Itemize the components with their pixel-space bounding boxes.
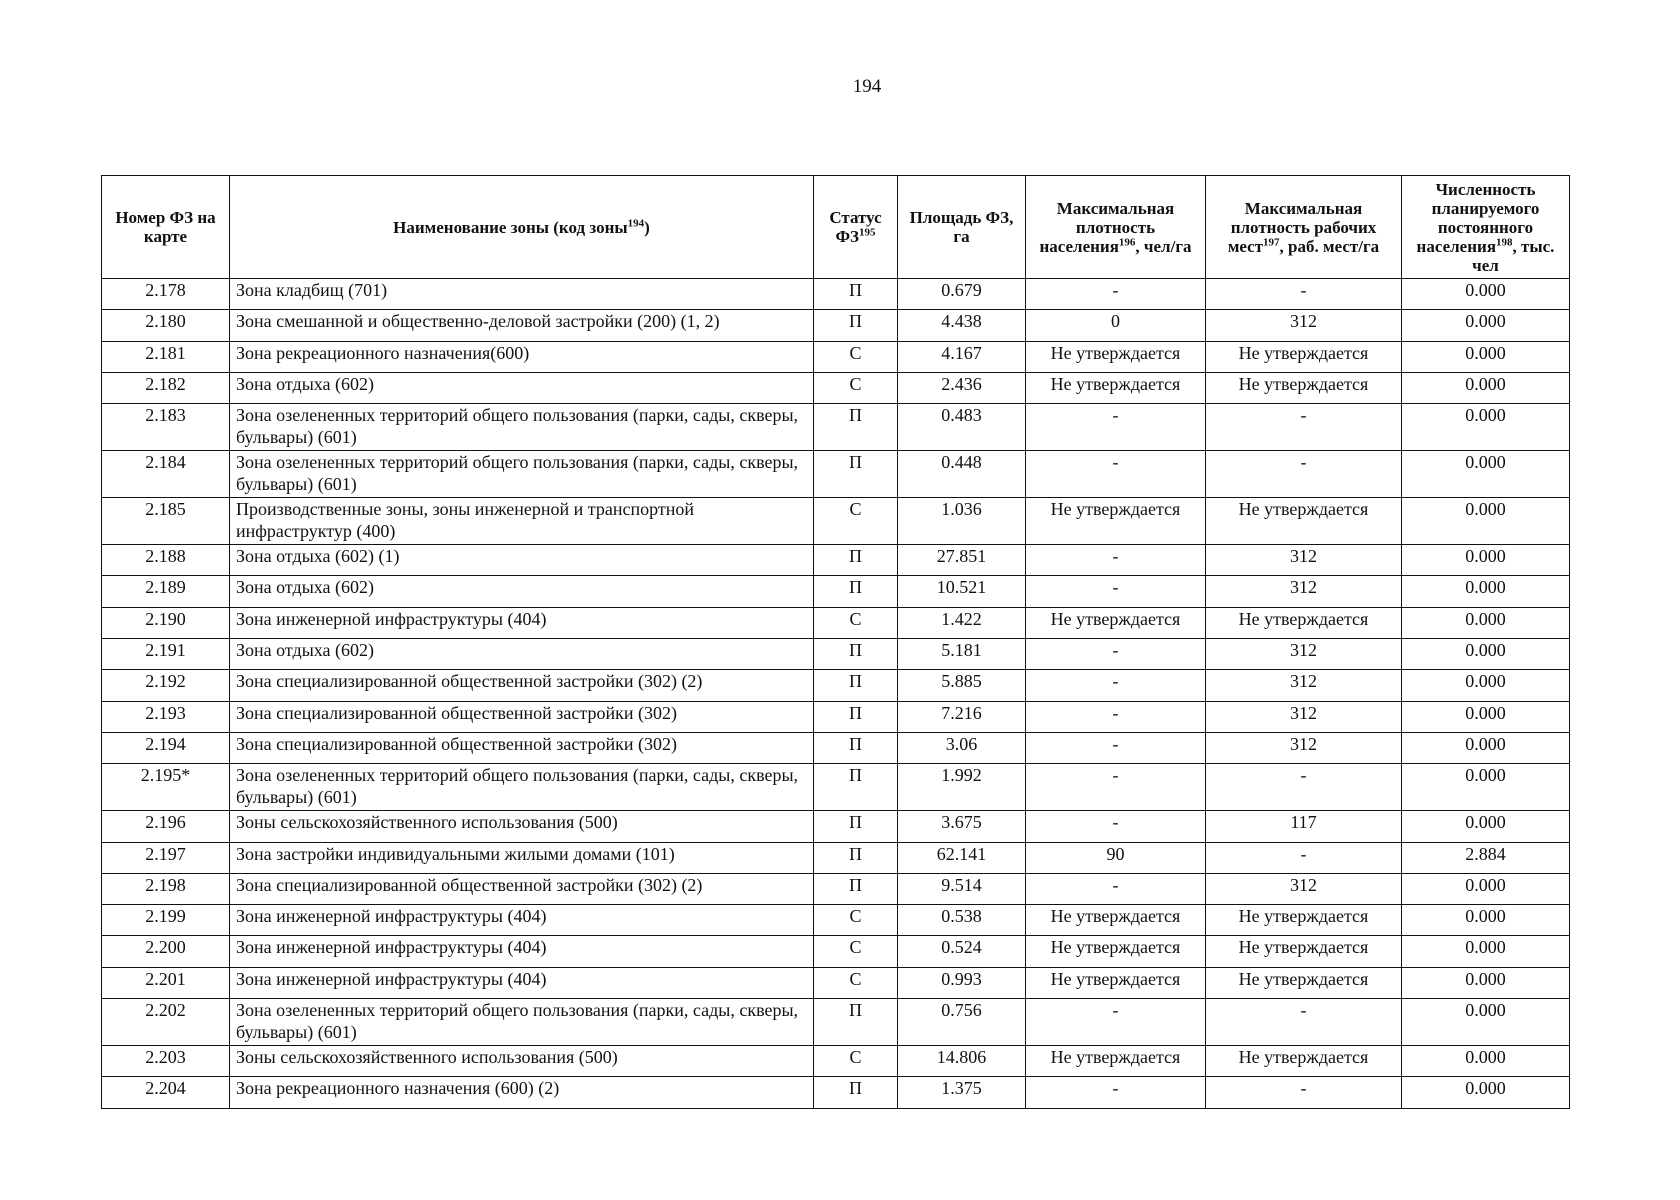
table-row xyxy=(102,701,1570,732)
table-row xyxy=(102,905,1570,936)
cell-population-density: Не утверждается xyxy=(1026,607,1206,638)
table-row xyxy=(102,498,1570,545)
cell-status: П xyxy=(814,842,898,873)
cell-area: 4.438 xyxy=(898,310,1026,341)
cell-planned-population: 0.000 xyxy=(1402,873,1570,904)
cell-area: 1.036 xyxy=(898,498,1026,545)
cell-status: П xyxy=(814,545,898,576)
header-population-density: Максимальная плотность населения$^{196}$, чел/га xyxy=(1026,176,1206,279)
cell-population-density: - xyxy=(1026,404,1206,451)
table-row xyxy=(102,576,1570,607)
cell-zone-number: 2.200 xyxy=(102,936,230,967)
table-row xyxy=(102,639,1570,670)
cell-population-density: Не утверждается xyxy=(1026,498,1206,545)
cell-planned-population: 0.000 xyxy=(1402,967,1570,998)
cell-area: 4.167 xyxy=(898,341,1026,372)
cell-workplace-density: - xyxy=(1206,404,1402,451)
cell-area: 1.375 xyxy=(898,1077,1026,1108)
table-row xyxy=(102,279,1570,310)
cell-status: П xyxy=(814,639,898,670)
cell-zone-name: Зона рекреационного назначения (600) (2) xyxy=(230,1077,814,1108)
table-row xyxy=(102,1046,1570,1077)
cell-zone-number: 2.198 xyxy=(102,873,230,904)
cell-area: 7.216 xyxy=(898,701,1026,732)
cell-planned-population: 0.000 xyxy=(1402,310,1570,341)
cell-zone-number: 2.202 xyxy=(102,999,230,1046)
table-row xyxy=(102,670,1570,701)
cell-zone-number: 2.190 xyxy=(102,607,230,638)
cell-planned-population: 0.000 xyxy=(1402,1077,1570,1108)
cell-area: 1.992 xyxy=(898,764,1026,811)
table-row xyxy=(102,732,1570,763)
cell-zone-number: 2.185 xyxy=(102,498,230,545)
cell-population-density: Не утверждается xyxy=(1026,1046,1206,1077)
cell-workplace-density: Не утверждается xyxy=(1206,341,1402,372)
cell-zone-name: Зона инженерной инфраструктуры (404) xyxy=(230,607,814,638)
cell-area: 1.422 xyxy=(898,607,1026,638)
cell-population-density: - xyxy=(1026,764,1206,811)
cell-area: 0.993 xyxy=(898,967,1026,998)
header-area: Площадь ФЗ, га xyxy=(898,176,1026,279)
cell-zone-name: Зона отдыха (602) (1) xyxy=(230,545,814,576)
cell-planned-population: 0.000 xyxy=(1402,670,1570,701)
cell-workplace-density: 312 xyxy=(1206,639,1402,670)
cell-population-density: Не утверждается xyxy=(1026,372,1206,403)
cell-zone-number: 2.199 xyxy=(102,905,230,936)
cell-workplace-density: 312 xyxy=(1206,873,1402,904)
cell-zone-name: Зона отдыха (602) xyxy=(230,372,814,403)
table-row xyxy=(102,404,1570,451)
cell-zone-number: 2.180 xyxy=(102,310,230,341)
table-header xyxy=(102,176,1570,279)
cell-planned-population: 0.000 xyxy=(1402,1046,1570,1077)
cell-area: 3.06 xyxy=(898,732,1026,763)
cell-status: С xyxy=(814,372,898,403)
cell-zone-number: 2.193 xyxy=(102,701,230,732)
cell-status: П xyxy=(814,1077,898,1108)
cell-workplace-density: 312 xyxy=(1206,701,1402,732)
cell-zone-name: Зона смешанной и общественно-деловой застройки (200) (1, 2) xyxy=(230,310,814,341)
cell-population-density: 0 xyxy=(1026,310,1206,341)
cell-population-density: Не утверждается xyxy=(1026,936,1206,967)
cell-zone-name: Зоны сельскохозяйственного использования (500) xyxy=(230,1046,814,1077)
cell-population-density: - xyxy=(1026,670,1206,701)
zones-table xyxy=(101,175,1570,1109)
cell-workplace-density: Не утверждается xyxy=(1206,905,1402,936)
cell-zone-number: 2.196 xyxy=(102,811,230,842)
cell-status: С xyxy=(814,1046,898,1077)
table-row xyxy=(102,764,1570,811)
cell-status: С xyxy=(814,498,898,545)
cell-planned-population: 0.000 xyxy=(1402,732,1570,763)
cell-zone-number: 2.184 xyxy=(102,451,230,498)
cell-workplace-density: 117 xyxy=(1206,811,1402,842)
cell-population-density: 90 xyxy=(1026,842,1206,873)
cell-status: С xyxy=(814,341,898,372)
cell-workplace-density: Не утверждается xyxy=(1206,936,1402,967)
cell-zone-name: Зона инженерной инфраструктуры (404) xyxy=(230,936,814,967)
cell-zone-name: Зона рекреационного назначения(600) xyxy=(230,341,814,372)
cell-population-density: Не утверждается xyxy=(1026,905,1206,936)
cell-area: 62.141 xyxy=(898,842,1026,873)
cell-planned-population: 0.000 xyxy=(1402,639,1570,670)
cell-zone-name: Зона озелененных территорий общего пользования (парки, сады, скверы, бульвары) (601) xyxy=(230,451,814,498)
cell-area: 3.675 xyxy=(898,811,1026,842)
cell-planned-population: 0.000 xyxy=(1402,372,1570,403)
cell-zone-name: Зона специализированной общественной застройки (302) xyxy=(230,701,814,732)
table-row xyxy=(102,811,1570,842)
cell-population-density: Не утверждается xyxy=(1026,967,1206,998)
table-row xyxy=(102,607,1570,638)
cell-zone-name: Зона озелененных территорий общего пользования (парки, сады, скверы, бульвары) (601) xyxy=(230,764,814,811)
cell-zone-number: 2.201 xyxy=(102,967,230,998)
cell-area: 2.436 xyxy=(898,372,1026,403)
cell-population-density: - xyxy=(1026,999,1206,1046)
cell-area: 0.524 xyxy=(898,936,1026,967)
cell-zone-number: 2.188 xyxy=(102,545,230,576)
cell-zone-name: Зона специализированной общественной застройки (302) xyxy=(230,732,814,763)
cell-status: П xyxy=(814,811,898,842)
cell-zone-number: 2.191 xyxy=(102,639,230,670)
cell-status: С xyxy=(814,936,898,967)
table-row xyxy=(102,451,1570,498)
cell-status: П xyxy=(814,701,898,732)
cell-zone-name: Зона озелененных территорий общего пользования (парки, сады, скверы, бульвары) (601) xyxy=(230,999,814,1046)
cell-area: 10.521 xyxy=(898,576,1026,607)
cell-planned-population: 0.000 xyxy=(1402,498,1570,545)
cell-zone-name: Зона застройки индивидуальными жилыми домами (101) xyxy=(230,842,814,873)
cell-workplace-density: 312 xyxy=(1206,576,1402,607)
cell-zone-name: Зона инженерной инфраструктуры (404) xyxy=(230,967,814,998)
table-row xyxy=(102,842,1570,873)
cell-area: 14.806 xyxy=(898,1046,1026,1077)
cell-planned-population: 2.884 xyxy=(1402,842,1570,873)
cell-zone-number: 2.181 xyxy=(102,341,230,372)
cell-planned-population: 0.000 xyxy=(1402,545,1570,576)
cell-status: П xyxy=(814,576,898,607)
cell-zone-number: 2.197 xyxy=(102,842,230,873)
page-number: 194 xyxy=(852,76,882,97)
cell-planned-population: 0.000 xyxy=(1402,279,1570,310)
cell-population-density: Не утверждается xyxy=(1026,341,1206,372)
cell-population-density: - xyxy=(1026,545,1206,576)
cell-workplace-density: 312 xyxy=(1206,310,1402,341)
cell-zone-name: Зона озелененных территорий общего пользования (парки, сады, скверы, бульвары) (601) xyxy=(230,404,814,451)
cell-area: 9.514 xyxy=(898,873,1026,904)
cell-zone-name: Зона кладбищ (701) xyxy=(230,279,814,310)
cell-zone-number: 2.192 xyxy=(102,670,230,701)
cell-zone-name: Зона специализированной общественной застройки (302) (2) xyxy=(230,873,814,904)
cell-status: П xyxy=(814,279,898,310)
cell-workplace-density: - xyxy=(1206,999,1402,1046)
cell-planned-population: 0.000 xyxy=(1402,811,1570,842)
table-row xyxy=(102,873,1570,904)
cell-population-density: - xyxy=(1026,701,1206,732)
header-workplace-density: Максимальная плотность рабочих мест$^{197}$, раб. мест/га xyxy=(1206,176,1402,279)
cell-workplace-density: Не утверждается xyxy=(1206,498,1402,545)
cell-status: П xyxy=(814,310,898,341)
cell-planned-population: 0.000 xyxy=(1402,701,1570,732)
cell-zone-name: Производственные зоны, зоны инженерной и транспортной инфраструктур (400) xyxy=(230,498,814,545)
cell-status: П xyxy=(814,451,898,498)
cell-status: П xyxy=(814,764,898,811)
table-row xyxy=(102,372,1570,403)
cell-population-density: - xyxy=(1026,873,1206,904)
cell-area: 0.448 xyxy=(898,451,1026,498)
cell-zone-name: Зона специализированной общественной застройки (302) (2) xyxy=(230,670,814,701)
cell-workplace-density: Не утверждается xyxy=(1206,372,1402,403)
cell-workplace-density: Не утверждается xyxy=(1206,967,1402,998)
cell-zone-number: 2.194 xyxy=(102,732,230,763)
table-row xyxy=(102,1077,1570,1108)
cell-area: 0.756 xyxy=(898,999,1026,1046)
cell-zone-name: Зоны сельскохозяйственного использования (500) xyxy=(230,811,814,842)
header-zone-number: Номер ФЗ на карте xyxy=(102,176,230,279)
cell-planned-population: 0.000 xyxy=(1402,936,1570,967)
header-row xyxy=(102,176,1570,279)
header-zone-name: Наименование зоны (код зоны$^{194}$) xyxy=(230,176,814,279)
cell-zone-name: Зона отдыха (602) xyxy=(230,639,814,670)
cell-population-density: - xyxy=(1026,639,1206,670)
cell-workplace-density: Не утверждается xyxy=(1206,607,1402,638)
cell-workplace-density: - xyxy=(1206,279,1402,310)
table-row xyxy=(102,999,1570,1046)
header-status: Статус ФЗ$^{195}$ xyxy=(814,176,898,279)
cell-area: 5.885 xyxy=(898,670,1026,701)
cell-status: П xyxy=(814,404,898,451)
cell-planned-population: 0.000 xyxy=(1402,764,1570,811)
cell-status: С xyxy=(814,607,898,638)
cell-planned-population: 0.000 xyxy=(1402,999,1570,1046)
cell-workplace-density: 312 xyxy=(1206,545,1402,576)
cell-population-density: - xyxy=(1026,279,1206,310)
cell-workplace-density: - xyxy=(1206,451,1402,498)
table-row xyxy=(102,545,1570,576)
cell-status: П xyxy=(814,999,898,1046)
cell-zone-number: 2.204 xyxy=(102,1077,230,1108)
table-row xyxy=(102,310,1570,341)
cell-workplace-density: - xyxy=(1206,1077,1402,1108)
table-row xyxy=(102,967,1570,998)
cell-area: 0.679 xyxy=(898,279,1026,310)
cell-planned-population: 0.000 xyxy=(1402,607,1570,638)
cell-status: П xyxy=(814,873,898,904)
cell-planned-population: 0.000 xyxy=(1402,576,1570,607)
cell-status: П xyxy=(814,732,898,763)
cell-planned-population: 0.000 xyxy=(1402,404,1570,451)
cell-area: 5.181 xyxy=(898,639,1026,670)
header-planned-population: Численность планируемого постоянного населения$^{198}$, тыс. чел xyxy=(1402,176,1570,279)
cell-planned-population: 0.000 xyxy=(1402,341,1570,372)
cell-workplace-density: - xyxy=(1206,842,1402,873)
cell-status: П xyxy=(814,670,898,701)
cell-zone-number: 2.178 xyxy=(102,279,230,310)
cell-zone-number: 2.195* xyxy=(102,764,230,811)
cell-workplace-density: 312 xyxy=(1206,732,1402,763)
cell-area: 0.483 xyxy=(898,404,1026,451)
cell-area: 27.851 xyxy=(898,545,1026,576)
table-row xyxy=(102,341,1570,372)
cell-population-density: - xyxy=(1026,1077,1206,1108)
cell-zone-number: 2.203 xyxy=(102,1046,230,1077)
table-body xyxy=(102,279,1570,1109)
cell-workplace-density: - xyxy=(1206,764,1402,811)
cell-population-density: - xyxy=(1026,811,1206,842)
cell-zone-number: 2.182 xyxy=(102,372,230,403)
cell-zone-number: 2.183 xyxy=(102,404,230,451)
cell-planned-population: 0.000 xyxy=(1402,905,1570,936)
cell-area: 0.538 xyxy=(898,905,1026,936)
table-row xyxy=(102,936,1570,967)
cell-population-density: - xyxy=(1026,732,1206,763)
cell-zone-name: Зона инженерной инфраструктуры (404) xyxy=(230,905,814,936)
cell-population-density: - xyxy=(1026,451,1206,498)
cell-status: С xyxy=(814,905,898,936)
cell-zone-name: Зона отдыха (602) xyxy=(230,576,814,607)
cell-population-density: - xyxy=(1026,576,1206,607)
cell-planned-population: 0.000 xyxy=(1402,451,1570,498)
cell-status: С xyxy=(814,967,898,998)
cell-zone-number: 2.189 xyxy=(102,576,230,607)
cell-workplace-density: Не утверждается xyxy=(1206,1046,1402,1077)
cell-workplace-density: 312 xyxy=(1206,670,1402,701)
